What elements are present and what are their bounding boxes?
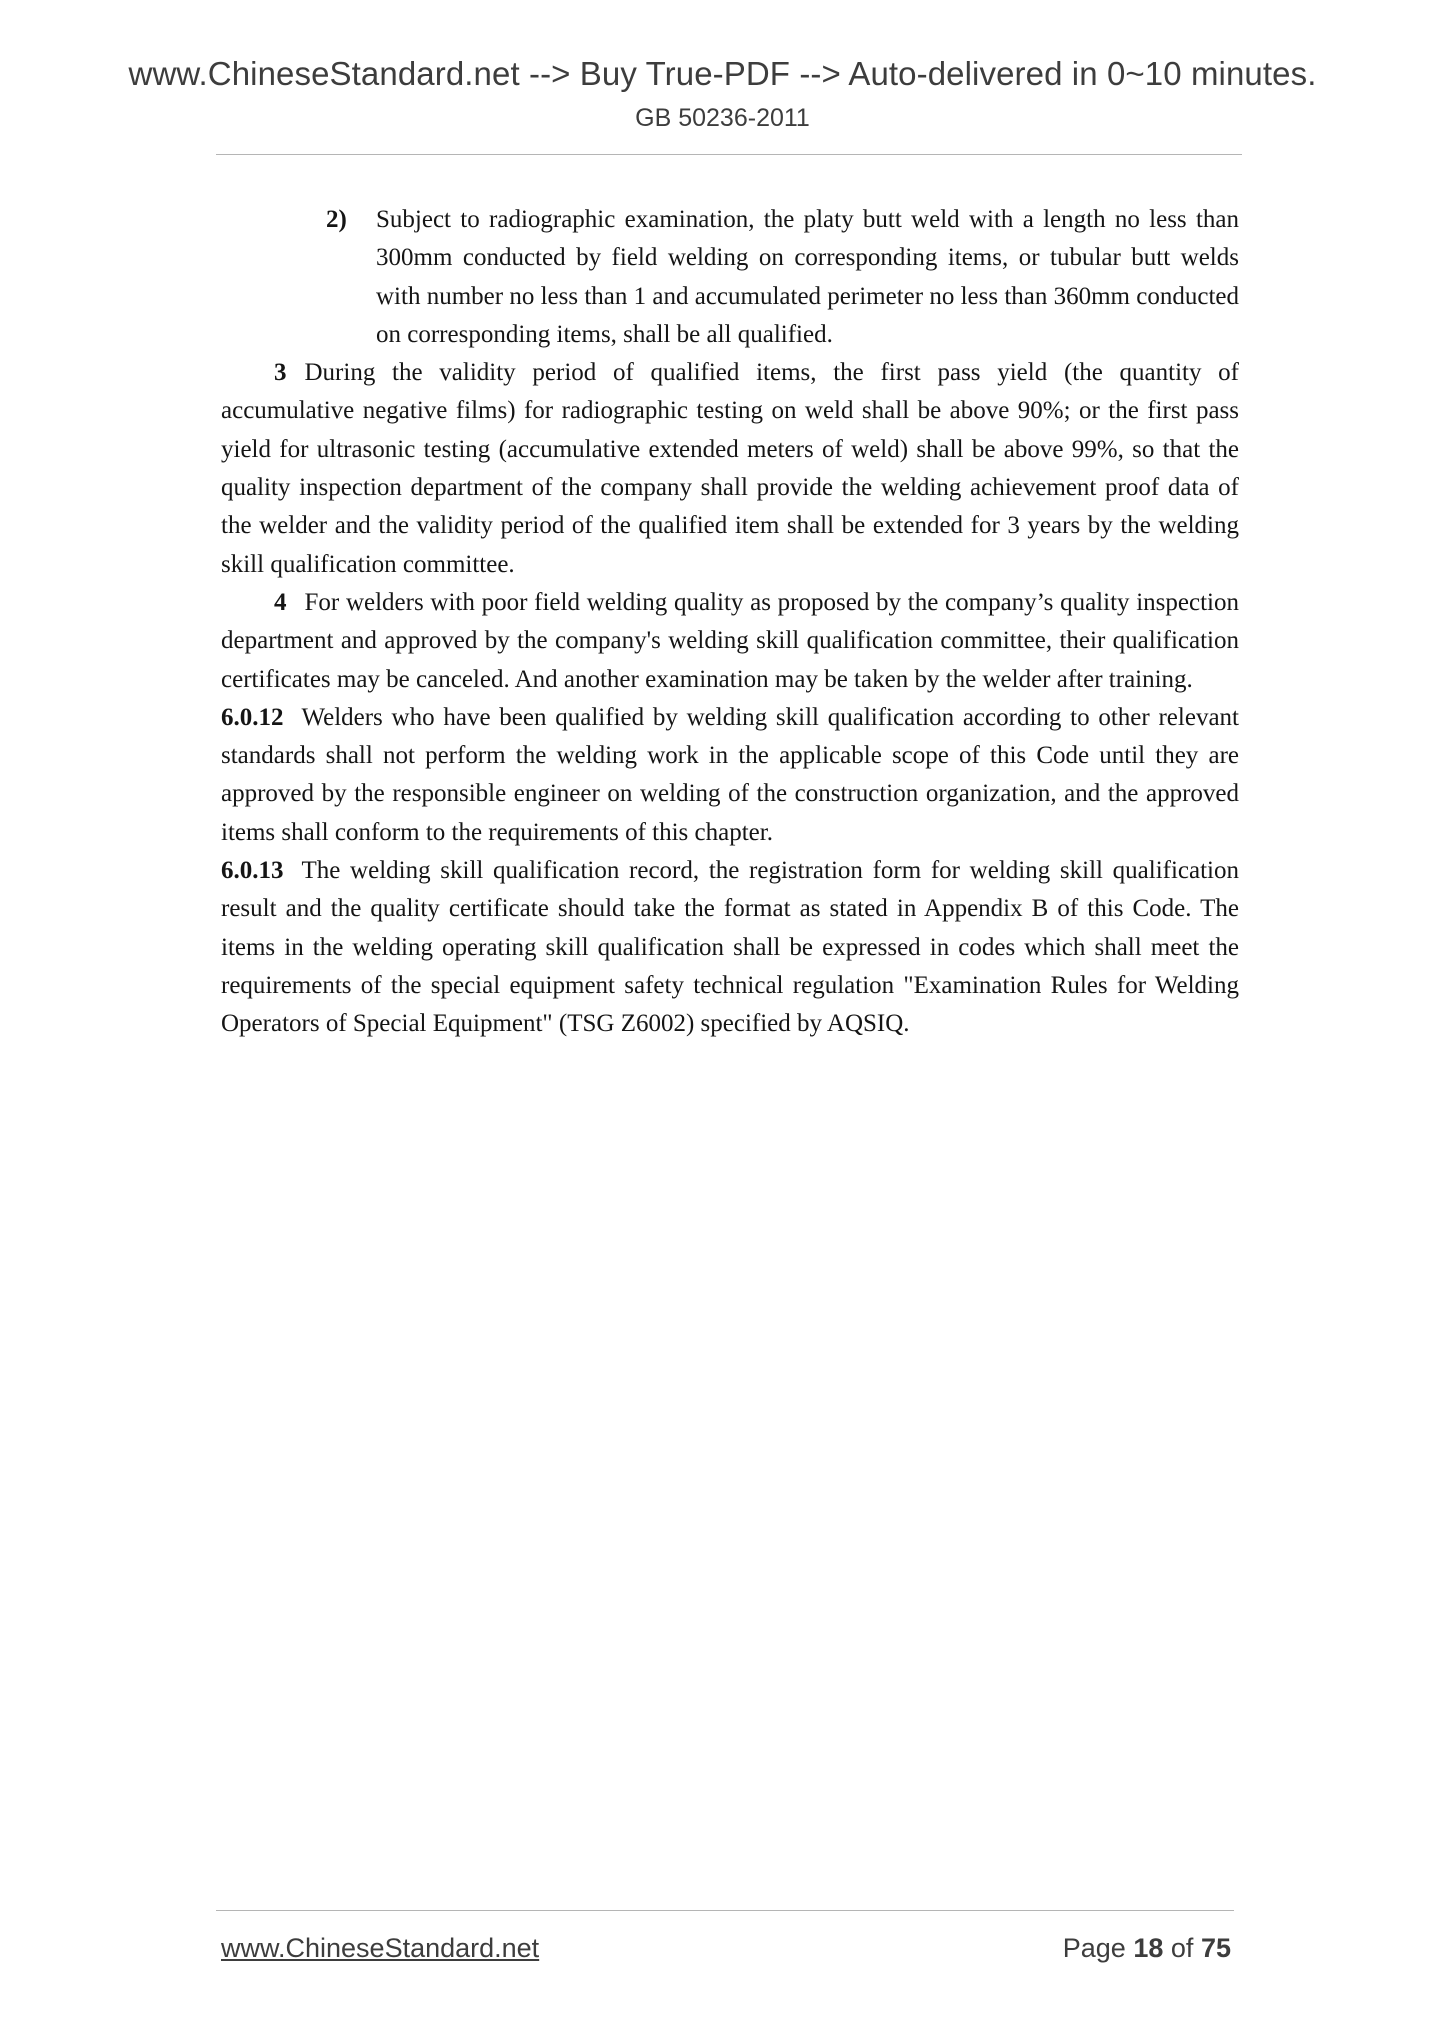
page-total: 75 [1200, 1933, 1231, 1963]
page-of: of [1170, 1933, 1194, 1963]
clause-number: 6.0.12 [221, 703, 284, 731]
footer-site-link[interactable]: www.ChineseStandard.net [221, 1933, 540, 1963]
list-item-4 [221, 584, 1239, 699]
item-text: Subject to radiographic examination, the platy butt weld with a length no less than 300mm conducted by field welding on corresponding items, or tubular butt welds with number no less than 1 and accumulated perimeter no less than 360mm conducted on corresponding items, shall be all qualified. [376, 206, 1239, 348]
item-number: 3 [274, 359, 287, 387]
document-body [221, 201, 1239, 1044]
item-number: 2) [326, 206, 347, 233]
clause-6-0-12 [221, 699, 1239, 852]
clause-number: 6.0.13 [221, 857, 284, 885]
page-current: 18 [1133, 1933, 1164, 1963]
page-word: Page [1062, 1933, 1126, 1963]
list-item-2 [221, 201, 1239, 354]
standard-code: GB 50236-2011 [635, 104, 810, 132]
clause-text: Welders who have been qualified by welding skill qualification according to other relevant standards shall not perform the welding work in the applicable scope of this Code until they are approved by the responsible engineer on welding of the construction organization, and the approved items shall conform to the requirements of this chapter. [221, 703, 1239, 846]
header-divider [216, 154, 1242, 155]
footer-divider [216, 1910, 1234, 1911]
page-indicator [1063, 1931, 1231, 1965]
list-item-3 [221, 354, 1239, 584]
clause-text: The welding skill qualification record, the registration form for welding skill qualification result and the quality certificate should take the format as stated in Appendix B of this Code. The items in the welding operating skill qualification shall be expressed in codes which shall meet the requirements of the special equipment safety technical regulation "Examination Rules for Welding Operators of Special Equipment" (TSG Z6002) specified by AQSIQ. [221, 857, 1239, 1038]
clause-6-0-13 [221, 852, 1239, 1043]
header-banner[interactable]: www.ChineseStandard.net --> Buy True-PDF --> Auto-delivered in 0~10 minutes. [128, 55, 1317, 92]
item-text: For welders with poor field welding quality as proposed by the company’s quality inspection department and approved by the company's welding skill qualification committee, their qualification certificates may be canceled. And another examination may be taken by the welder after training. [221, 588, 1239, 693]
item-text: During the validity period of qualified items, the first pass yield (the quantity of accumulative negative films) for radiographic testing on weld shall be above 90%; or the first pass yield for ultrasonic testing (accumulative extended meters of weld) shall be above 99%, so that the quality inspection department of the company shall provide the welding achievement proof data of the welder and the validity period of the qualified item shall be extended for 3 years by the welding skill qualification committee. [221, 359, 1239, 578]
item-number: 4 [274, 588, 287, 616]
